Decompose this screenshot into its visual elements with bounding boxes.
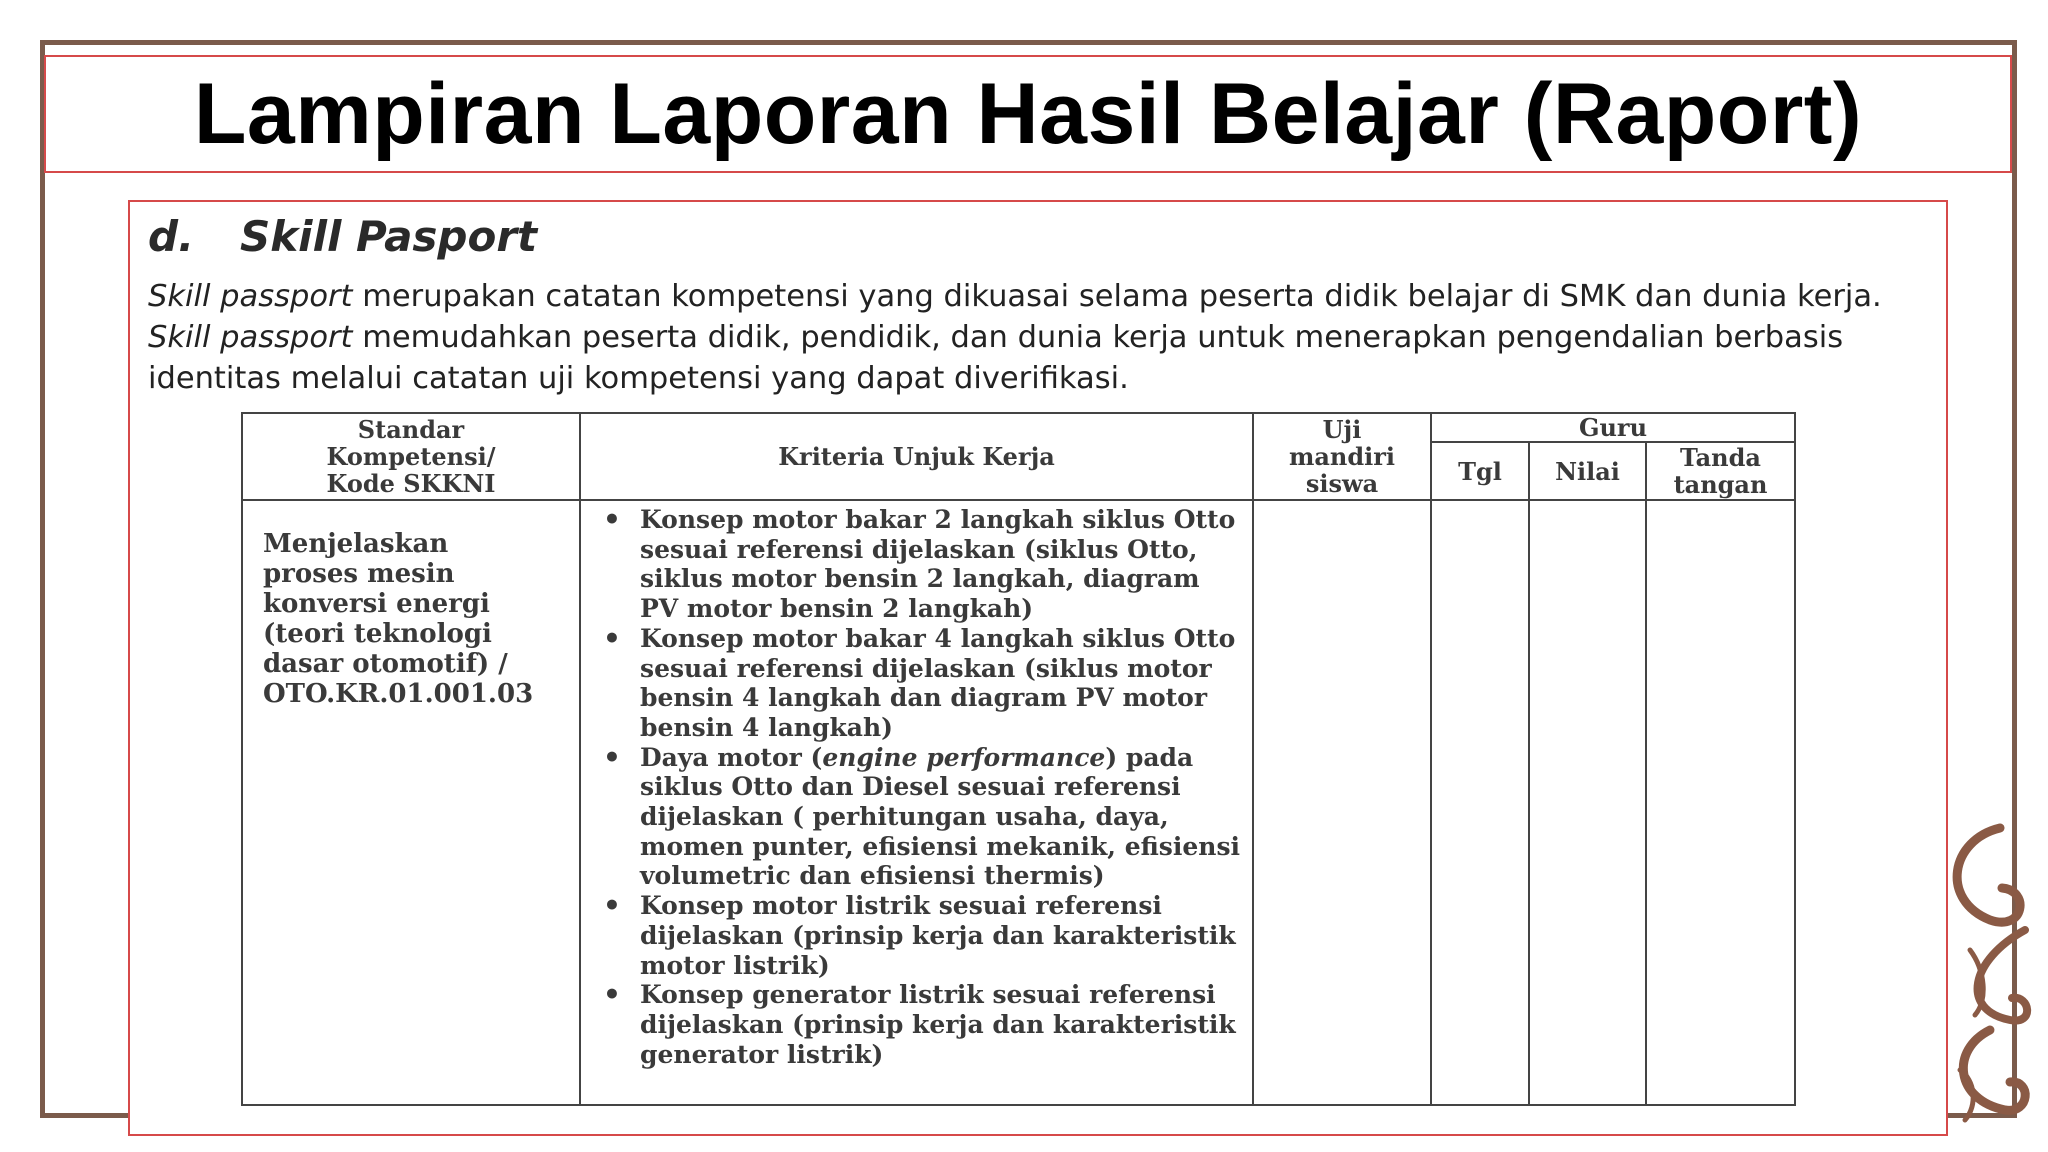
criteria-item: • Konsep generator listrik sesuai referensi dijelaskan (prinsip kerja dan karakteristik generator listrik)	[603, 980, 1242, 1069]
criteria-item: • Konsep motor bakar 4 langkah siklus Otto sesuai referensi dijelaskan (siklus motor bensin 4 langkah dan diagram PV motor bensin 4 langkah)	[603, 624, 1242, 743]
cell-uji-mandiri	[1253, 500, 1431, 1105]
header-nilai: Nilai	[1529, 442, 1646, 500]
header-guru: Guru	[1431, 413, 1795, 442]
intro-text-2: memudahkan peserta didik, pendidik, dan dunia kerja untuk menerapkan pengendalian berbasis identitas melalui catatan uji kompetensi yang dapat diverifikasi.	[148, 320, 1844, 396]
cell-nilai	[1529, 500, 1646, 1105]
cell-tanda-tangan	[1646, 500, 1795, 1105]
document-excerpt	[128, 200, 1948, 1136]
criteria-item: • Daya motor (engine performance) pada siklus Otto dan Diesel sesuai referensi dijelaskan ( perhitungan usaha, daya, momen punter, efisiensi mekanik, efisiensi volumetric dan efisiensi thermis)	[603, 743, 1242, 892]
header-uji-mandiri-siswa: Uji mandiri siswa	[1253, 413, 1431, 500]
header-tanda-tangan: Tanda tangan	[1646, 442, 1795, 500]
header-kriteria-unjuk-kerja: Kriteria Unjuk Kerja	[580, 413, 1253, 500]
skill-passport-table	[241, 412, 1796, 1106]
section-number: d.	[148, 212, 195, 261]
intro-paragraph	[148, 276, 1938, 399]
intro-text-1: merupakan catatan kompetensi yang dikuasai selama peserta didik belajar di SMK dan dunia kerja.	[352, 279, 1882, 314]
header-tgl: Tgl	[1431, 442, 1529, 500]
criteria-item: • Konsep motor listrik sesuai referensi dijelaskan (prinsip kerja dan karakteristik motor listrik)	[603, 891, 1242, 980]
cell-standar-kompetensi: Menjelaskan proses mesin konversi energi (teori teknologi dasar otomotif) / OTO.KR.01.001.03	[242, 500, 580, 1105]
cell-tgl	[1431, 500, 1529, 1105]
intro-term-1: Skill passport	[148, 279, 353, 314]
slide-title: Lampiran Laporan Hasil Belajar (Raport)	[193, 65, 1863, 162]
intro-term-2: Skill passport	[148, 320, 353, 355]
swirl-ornament-icon	[1930, 810, 2040, 1140]
cell-kriteria-unjuk-kerja	[580, 500, 1253, 1105]
title-box	[44, 55, 2012, 173]
criteria-item: • Konsep motor bakar 2 langkah siklus Otto sesuai referensi dijelaskan (siklus Otto, siklus motor bensin 2 langkah, diagram PV motor bensin 2 langkah)	[603, 505, 1242, 624]
header-standar-kompetensi: Standar Kompetensi/ Kode SKKNI	[242, 413, 580, 500]
section-title: Skill Pasport	[240, 212, 538, 261]
section-heading	[148, 212, 537, 261]
criteria-list	[581, 501, 1252, 1069]
